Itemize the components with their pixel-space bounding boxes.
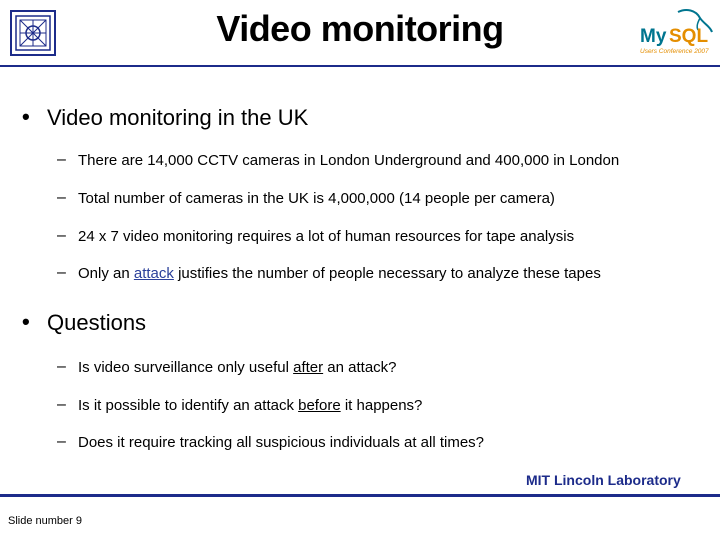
bullet-icon: • [22,104,30,129]
mysql-logo [638,8,714,56]
list-item [78,265,601,282]
dash-icon: – [57,264,66,281]
slide-number: Slide number 9 [8,515,82,527]
list-item [78,359,397,376]
dash-icon: – [57,189,66,206]
attack-link[interactable]: attack [133,265,174,282]
mysql-caption: Users Conference 2007 [640,48,709,55]
emphasis-text: after [293,359,324,376]
mysql-brand-right: SQL [669,26,709,47]
item-text: an attack? [323,359,397,376]
item-text: Is video surveillance only useful [78,359,294,376]
item-text: justifies the number of people necessary to analyze these tapes [173,265,601,282]
section-heading: Video monitoring in the UK [47,105,309,130]
footer-lab-name: MIT Lincoln Laboratory [526,472,681,488]
list-item [78,397,422,414]
header-rule [0,65,720,67]
item-text: it happens? [340,397,423,414]
list-item: 24 x 7 video monitoring requires a lot of human resources for tape analysis [78,228,575,245]
item-text: Is it possible to identify an attack [78,397,299,414]
dash-icon: – [57,433,66,450]
slide-title: Video monitoring [216,8,504,49]
list-item: Total number of cameras in the UK is 4,000,000 (14 people per camera) [78,190,555,207]
list-item: Does it require tracking all suspicious individuals at all times? [78,434,485,451]
list-item: There are 14,000 CCTV cameras in London Underground and 400,000 in London [78,152,620,169]
dash-icon: – [57,358,66,375]
dash-icon: – [57,227,66,244]
dash-icon: – [57,151,66,168]
item-text: Only an [78,265,134,282]
lincoln-lab-logo [10,10,56,56]
dash-icon: – [57,396,66,413]
mysql-brand-left: My [640,26,667,47]
footer-rule [0,494,720,497]
emphasis-text: before [298,397,341,414]
bullet-icon: • [22,309,30,334]
section-heading: Questions [47,310,147,335]
